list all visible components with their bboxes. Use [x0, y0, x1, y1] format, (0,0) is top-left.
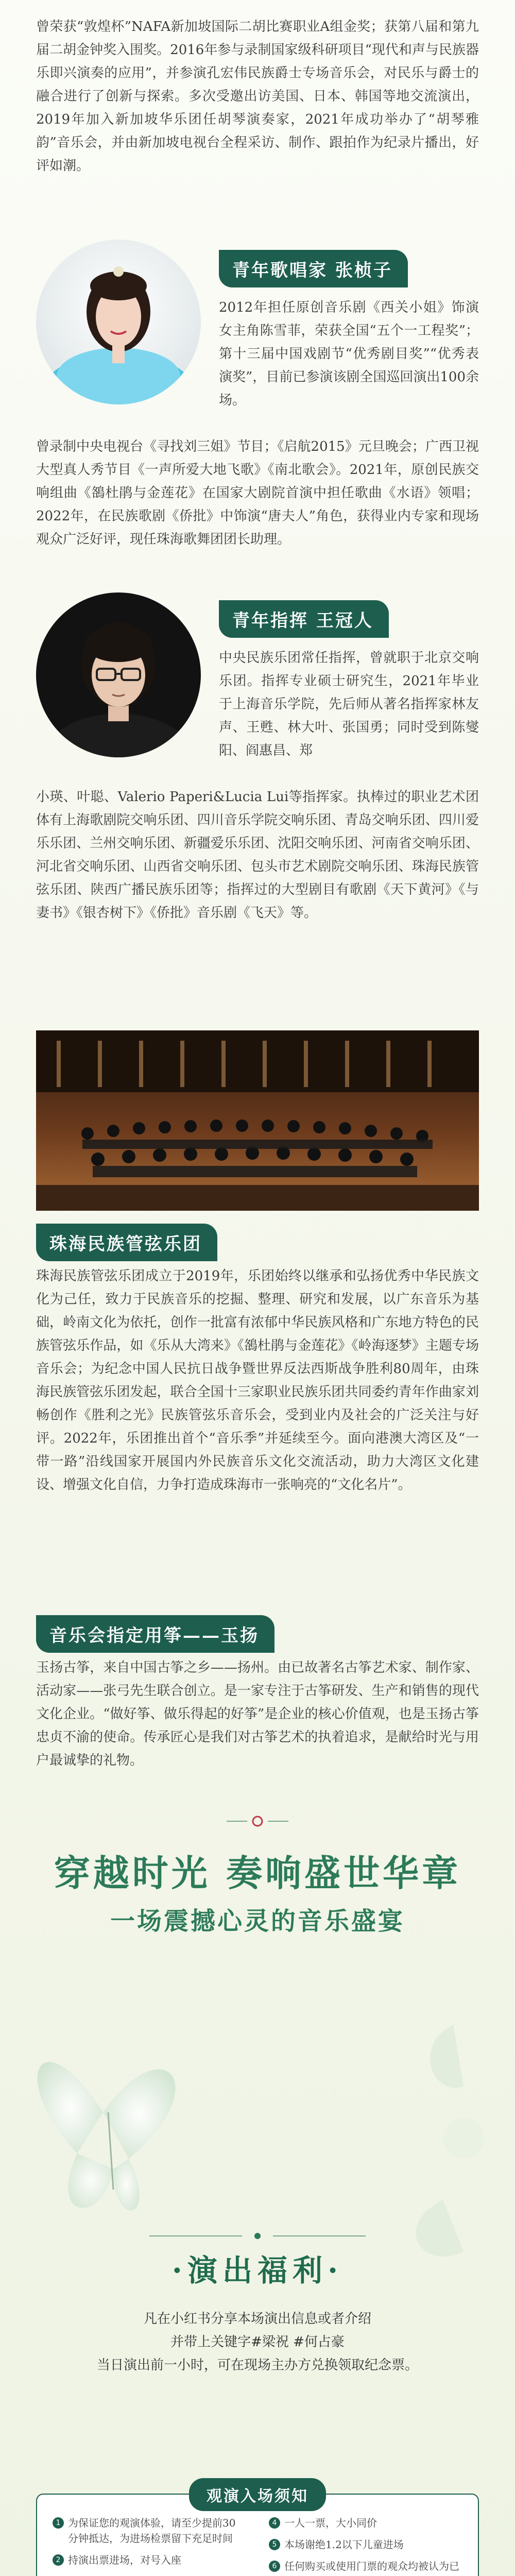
- bio-top: 曾荣获“敦煌杯”NAFA新加坡国际二胡比赛职业A组金奖；获第八届和第九届二胡金钟奖入围奖。2016年参与录制国家级科研项目“现代和声与民族器乐即兴演奏的应用”，并参演孔宏伟民族爵士专场音乐会，对民乐与爵士的融合进行了创新与探索。多次受邀出访美国、日本、韩国等地交流演出，2019年加入新加坡华乐团任胡琴演奏家，2021年成功举办了“胡琴雅韵”音乐会，并由新加坡电视台全程采访、制作、跟拍作为纪录片播出，好评如潮。: [36, 19, 479, 174]
- benefit-ornament: [0, 2231, 515, 2243]
- notice-left-column: [53, 2515, 243, 2576]
- notice-item: [269, 2537, 465, 2552]
- notice-number: 4: [269, 2517, 280, 2529]
- notice-text: [68, 2574, 233, 2576]
- notice-box: [36, 2487, 479, 2576]
- conductor-banner: [219, 600, 389, 638]
- orchestra-photo: [36, 1030, 479, 1211]
- orchestra-bio: 珠海民族管弦乐团成立于2019年，乐团始终以继承和弘扬优秀中华民族文化为己任，致力于民族音乐的挖掘、整理、研究和发展，以广东音乐为基础，岭南文化为依托，创作一批富有浓郁中华民族风格和广东地方特色的民族管弦乐作品，如《乐从大湾来》《鵅杜鹃与金莲花》《岭海逐梦》主题专场音乐会；为纪念中国人民抗日战争暨世界反法西斯战争胜利80周年，由珠海民族管弦乐团发起，联合全国十三家职业民族乐团共同委约青年作曲家刘畅创作《胜利之光》民族管弦乐音乐会，受到业内及社会的广泛关注与好评。2022年，乐团推出首个“音乐季”并延续至今。面向港澳大湾区及“一带一路”沿线国家开展国内外民族音乐文化交流活动，助力大湾区文化建设、增强文化自信，力争打造成珠海市一张响亮的“文化名片”。: [36, 1268, 479, 1493]
- conductor-portrait-image: [36, 592, 201, 757]
- conductor-portrait: [36, 592, 201, 757]
- orchestra-banner: [36, 1224, 217, 1261]
- notice-right-column: [269, 2515, 465, 2576]
- conductor-bio-side: 中央民族乐团常任指挥，曾就职于北京交响乐团。指挥专业硕士研究生，2021年毕业于上海音乐学院，先后师从著名指挥家林友声、王甦、林大叶、张国勇；同时受到陈燮阳、阎惠昌、郑: [219, 650, 479, 758]
- guzheng-bio: 玉扬古筝，来自中国古筝之乡——扬州。由已故著名古筝艺术家、制作家、活动家——张弓先生联合创立。是一家专注于古筝研发、生产和销售的现代文化企业。“做好筝、做乐得起的好筝”是企业的核心价值观，也是玉扬古筝忠贞不渝的使命。传承匠心是我们对古筝艺术的执着追求，是献给时光与用户最诚挚的礼物。: [36, 1660, 479, 1768]
- hero-subtitle: 一场震撼心灵的音乐盛宴: [110, 1907, 405, 1936]
- notice-item: [53, 2515, 243, 2546]
- benefit-title: ·演出福利·: [171, 2253, 344, 2288]
- hero-ornament: [0, 1814, 515, 1831]
- notice-text: 为保证您的观演体验，请至少提前30分钟抵达，为进场检票留下充足时间: [68, 2517, 236, 2545]
- singer-portrait-image: [36, 240, 201, 404]
- notice-title: 观演入场须知: [189, 2478, 326, 2511]
- conductor-bio-full: 小瑛、叶聪、Valerio Paperi&Lucia Lui等指挥家。执棒过的职业艺术团体有上海歌剧院交响乐团、四川音乐学院交响乐团、青岛交响乐团、四川爱乐乐团、兰州交响乐团、新疆爱乐乐团、沈阳交响乐团、河南省交响乐团、河北省交响乐团、山西省交响乐团、包头市艺术剧院交响乐团、珠海民族管弦乐团、陕西广播民族乐团等；指挥过的大型剧目有歌剧《天下黄河》《与妻书》《银杏树下》《侨批》音乐剧《飞天》等。: [36, 789, 479, 921]
- notice-item: [53, 2552, 243, 2568]
- notice-number: 5: [269, 2539, 280, 2550]
- notice-item: [53, 2574, 243, 2576]
- notice-text: 任何购买或使用门票的观众均被认为已: [284, 2560, 459, 2572]
- notice-number: 2: [53, 2554, 64, 2566]
- singer-portrait: [36, 240, 201, 404]
- conductor-banner-text: 青年指挥 王冠人: [219, 600, 389, 638]
- benefit-line-1: 凡在小红书分享本场演出信息或者介绍: [143, 2311, 371, 2327]
- hero-title: 穿越时光 奏响盛世华章: [54, 1852, 461, 1894]
- benefit-line-3: 当日演出前一小时，可在现场主办方兑换领取纪念票。: [96, 2358, 418, 2373]
- notice-text: 一人一票，大小同价: [284, 2517, 377, 2529]
- notice-number: 1: [53, 2517, 64, 2529]
- guzheng-banner-text: 音乐会指定用筝——玉扬: [36, 1615, 274, 1653]
- orchestra-banner-text: 珠海民族管弦乐团: [36, 1224, 217, 1261]
- singer-banner: [219, 250, 408, 287]
- singer-banner-text: 青年歌唱家 张桢子: [219, 250, 408, 287]
- divider-icon: [149, 2231, 366, 2241]
- notice-item: [269, 2558, 465, 2576]
- notice-number: 6: [269, 2561, 280, 2572]
- orchestra-photo-image: [36, 1030, 479, 1211]
- notice-text: 本场谢绝1.2以下儿童进场: [284, 2538, 404, 2551]
- benefit-line-2: 并带上关键字#梁祝 #何占豪: [170, 2334, 345, 2350]
- notice-item: [269, 2515, 465, 2531]
- ornament-icon: [227, 1814, 288, 1829]
- singer-bio-side: 2012年担任原创音乐剧《西关小姐》饰演女主角陈雪菲，荣获全国“五个一工程奖”；第十三届中国戏剧节“优秀剧目奖”“优秀表演奖”，目前已参演该剧全国巡回演出100余场。: [219, 300, 479, 408]
- singer-bio-full: 曾录制中央电视台《寻找刘三姐》节目；《启航2015》元旦晚会；广西卫视大型真人秀节目《一声所爱大地飞歌》《南北歌会》。2021年，原创民族交响组曲《鵅杜鹃与金莲花》在国家大剧院首演中担任歌曲《水语》领唱；2022年，在民族歌剧《侨批》中饰演“唐夫人”角色，获得业内专家和现场观众广泛好评，现任珠海歌舞团团长助理。: [36, 439, 479, 547]
- guzheng-banner: [36, 1615, 274, 1653]
- benefit-title-text: 演出福利: [187, 2253, 328, 2288]
- notice-text: 持演出票进场，对号入座: [68, 2554, 181, 2566]
